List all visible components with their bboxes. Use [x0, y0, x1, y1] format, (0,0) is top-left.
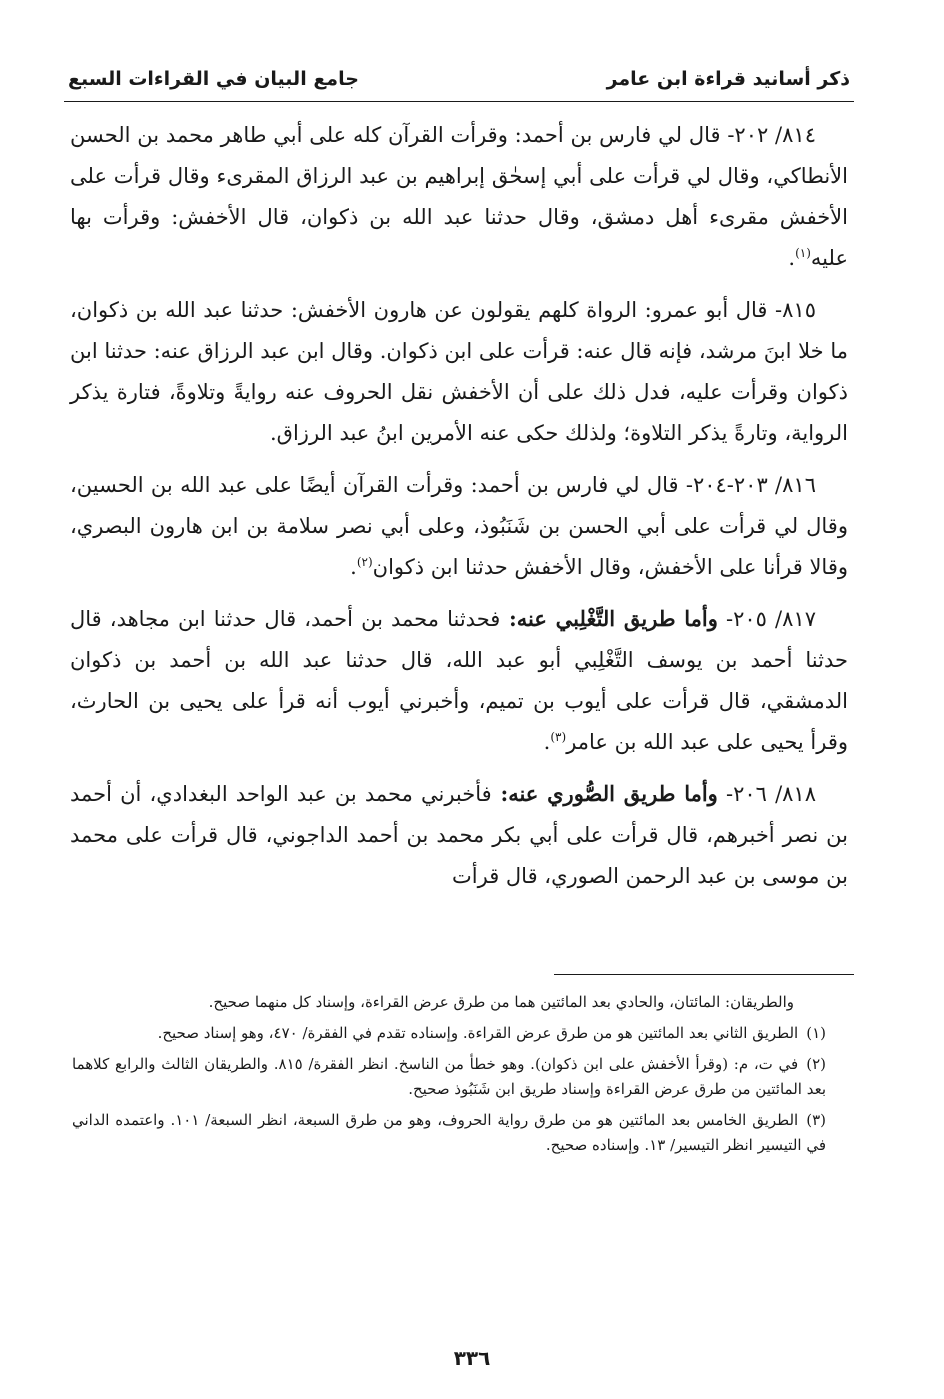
- running-header: [68, 64, 850, 96]
- paragraph-number: ٨١٥-: [767, 298, 816, 322]
- footnote-2: [72, 1052, 826, 1102]
- footnote-number: (٢): [806, 1055, 826, 1073]
- paragraph-bold-lead: وأما طريق الصُّوري عنه:: [491, 781, 718, 806]
- paragraph-815: [70, 289, 848, 454]
- paragraph-bold-lead: وأما طريق التَّغْلِبي عنه:: [500, 606, 718, 631]
- paragraph-817: [70, 598, 848, 763]
- chapter-title: ذكر أسانيد قراءة ابن عامر: [606, 68, 850, 90]
- paragraph-text: فحدثنا محمد بن أحمد، قال حدثنا ابن مجاهد، قال حدثنا أحمد بن يوسف التَّغْلِبي أبو عبد الله، قال حدثنا عبد الله بن أحمد بن ذكوان الدمشقي، قال قرأت على أيوب بن تميم، وأخبرني أيوب أنه قرأ على يحيى بن الحارث، وقرأ يحيى على عبد الله بن عامر: [70, 607, 848, 754]
- paragraph-818: [70, 773, 848, 897]
- paragraph-text: قال أبو عمرو: الرواة كلهم يقولون عن هارون الأخفش: حدثنا عبد الله بن ذكوان، ما خلا ابنَ مرشد، فإنه قال عنه: قرأت على ابن ذكوان. وقال ابن عبد الرزاق عنه: حدثنا ابن ذكوان وقرأت عليه، فدل ذلك على أن الأخفش نقل الحروف عنه روايةً وتلاوةً، فتارة يذكر الرواية، وتارةً يذكر التلاوة؛ ولذلك حكى عنه الأمرين ابنُ عبد الرزاق.: [70, 298, 848, 445]
- footnote-number: (١): [806, 1024, 826, 1042]
- paragraph-814: [70, 114, 848, 279]
- header-divider: [64, 101, 854, 102]
- page-number: ٣٣٦: [453, 1346, 491, 1370]
- paragraph-number: ٨١٨/ ٢٠٦-: [717, 782, 816, 806]
- paragraph-number: ٨١٧/ ٢٠٥-: [717, 607, 816, 631]
- footnote-ref: (١): [795, 246, 811, 260]
- footnote-text: والطريقان: المائتان، والحادي بعد المائتين هما من طرق عرض القراءة، وإسناد كل منهما صحيح.: [208, 993, 794, 1011]
- footnote-ref: (٣): [550, 730, 567, 744]
- footnote-text: الطريق الثاني بعد المائتين هو من طرق عرض القراءة. وإسناده تقدم في الفقرة/ ٤٧٠، وهو إسناد صحيح.: [157, 1024, 799, 1042]
- paragraph-816: [70, 464, 848, 588]
- paragraph-text: فأخبرني محمد بن عبد الواحد البغدادي، أن أحمد بن نصر أخبرهم، قال قرأت على أبي بكر محمد بن أحمد الداجوني، قال قرأت على محمد بن موسى بن عبد الرحمن الصوري، قال قرأت: [70, 782, 848, 888]
- paragraph-tail: .: [788, 246, 796, 270]
- main-text: [70, 114, 848, 907]
- footnote-divider: [554, 974, 854, 975]
- footnote-1: [72, 1021, 826, 1046]
- paragraph-number: ٨١٤/ ٢٠٢-: [720, 123, 816, 147]
- footnote-number: (٣): [806, 1111, 826, 1129]
- book-title: جامع البيان في القراءات السبع: [68, 68, 359, 90]
- paragraph-number: ٨١٦/ ٢٠٣-٢٠٤-: [678, 473, 816, 497]
- paragraph-text: قال لي فارس بن أحمد: وقرأت القرآن كله على أبي طاهر محمد بن الحسن الأنطاكي، وقال لي قرأت على أبي إسحٰق إبراهيم بن عبد الرزاق المقرىء وقال قرأت على الأخفش مقرىء أهل دمشق، وقال حدثنا عبد الله بن ذكوان، قال الأخفش: وقرأت بها عليه: [70, 123, 848, 270]
- footnote-ref: (٢): [356, 555, 373, 569]
- footnote-text: في ت، م: (وقرأ الأخفش على ابن ذكوان). وهو خطأ من الناسخ. انظر الفقرة/ ٨١٥. والطريقان الثالث والرابع كلاهما بعد المائتين من طرق عرض القراءة وإسناد طريق ابن شَنَبُوذ صحيح.: [72, 1055, 826, 1098]
- paragraph-tail: .: [543, 730, 551, 754]
- footnote-continuation: [72, 990, 826, 1015]
- paragraph-tail: .: [350, 555, 357, 579]
- footnotes: [72, 990, 826, 1164]
- footnote-text: الطريق الخامس بعد المائتين هو من طرق رواية الحروف، وهو من طرق السبعة، انظر السبعة/ ١٠١. واعتمده الداني في التيسير انظر التيسير/ ١٣. وإسناده صحيح.: [72, 1111, 826, 1154]
- footnote-3: [72, 1108, 826, 1158]
- paragraph-text: قال لي فارس بن أحمد: وقرأت القرآن أيضًا على عبد الله بن الحسين، وقال لي قرأت على أبي الحسن بن شَنَبُوذ، وعلى أبي نصر سلامة بن ابن هارون البصري، وقالا قرأنا على الأخفش، وقال الأخفش حدثنا ابن ذكوان: [70, 473, 848, 579]
